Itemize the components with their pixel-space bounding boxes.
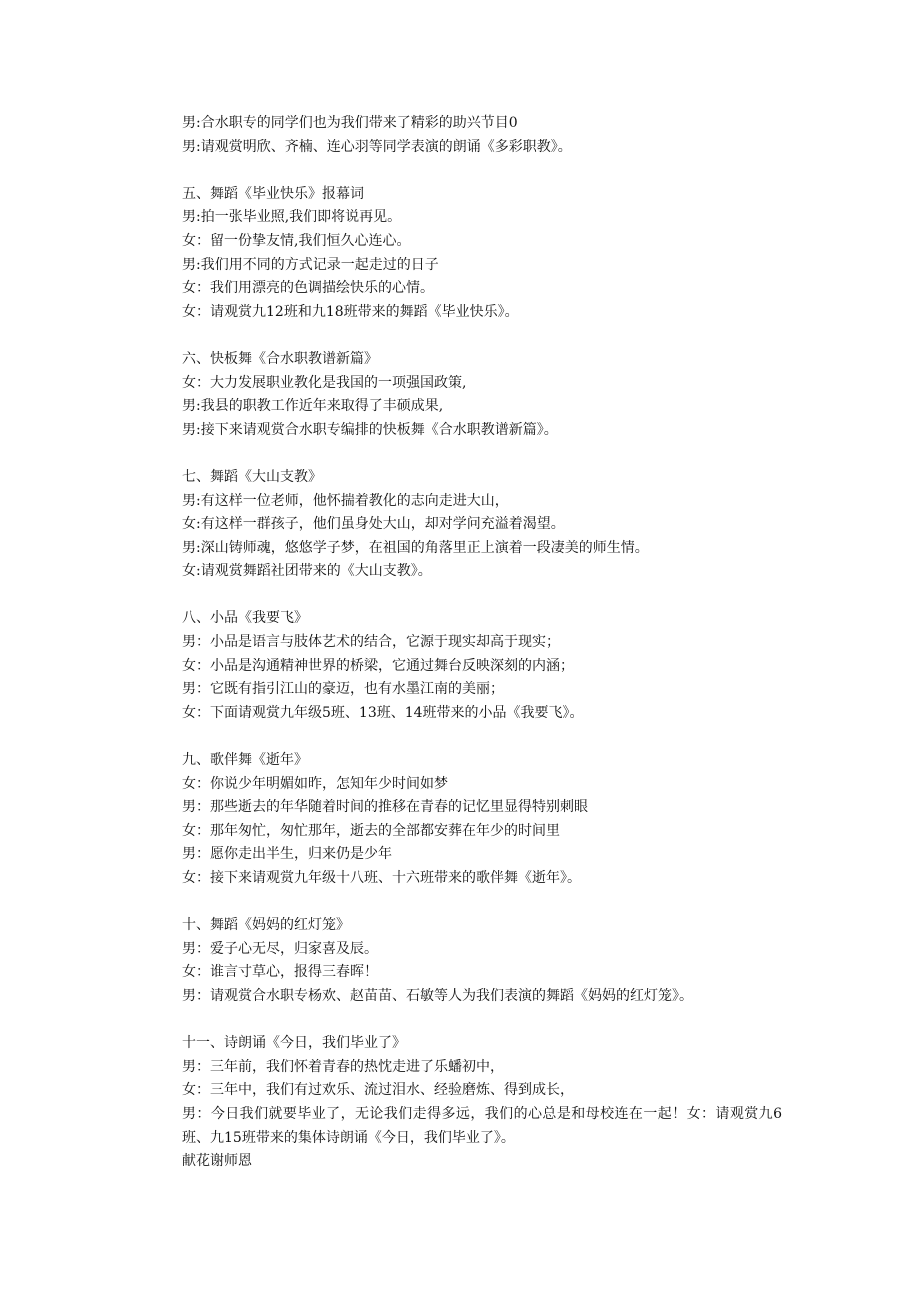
dialogue-line: 女：接下来请观赏九年级十八班、十六班带来的歌伴舞《逝年》。 xyxy=(182,870,581,886)
section-heading-9: 九、歌伴舞《逝年》 xyxy=(182,752,308,769)
dialogue-line: 女：大力发展职业教化是我国的一项强国政策, xyxy=(182,374,467,391)
section-heading-5: 五、舞蹈《毕业快乐》报幕词 xyxy=(182,185,364,202)
section-heading-8: 八、小品《我要飞》 xyxy=(182,610,308,627)
dialogue-line: 男：爱子心无尽，归家喜及辰。 xyxy=(182,940,378,957)
dialogue-line: 女：我们用漂亮的色调描绘快乐的心情。 xyxy=(182,280,434,297)
dialogue-line-wrapped: 男：今日我们就要毕业了，无论我们走得多远，我们的心总是和母校连在一起！女：请观赏九6班、九15班带来的集体诗朗诵《今日，我们毕业了》。 xyxy=(182,1105,782,1146)
dialogue-line: 男:深山铸师魂，悠悠学子梦，在祖国的角落里正上演着一段凄美的师生情。 xyxy=(182,539,649,556)
document-page xyxy=(182,112,782,1174)
dialogue-line: 女:有这样一群孩子，他们虽身处大山，却对学问充溢着渴望。 xyxy=(182,516,565,533)
dialogue-line: 男:拍一张毕业照,我们即将说再见。 xyxy=(182,209,402,226)
dialogue-line: 男：小品是语言与肢体艺术的结合，它源于现实却高于现实； xyxy=(182,634,560,651)
dialogue-line: 男：三年前，我们怀着青春的热忱走进了乐蟠初中， xyxy=(182,1058,504,1075)
dialogue-line: 女：那年匆忙，匆忙那年，逝去的全部都安葬在年少的时间里 xyxy=(182,822,560,839)
section-heading-6: 六、快板舞《合水职教谱新篇》 xyxy=(182,350,378,367)
intro-line: 男:合水职专的同学们也为我们带来了精彩的助兴节目0 xyxy=(182,115,518,131)
dialogue-line: 女：下面请观赏九年级5班、13班、14班带来的小品《我要飞》。 xyxy=(182,704,584,721)
dialogue-line: 男:我县的职教工作近年来取得了丰硕成果, xyxy=(182,398,444,415)
closing-line: 献花谢师恩 xyxy=(182,1153,252,1170)
dialogue-line: 女:请观赏舞蹈社团带来的《大山支教》。 xyxy=(182,563,432,580)
dialogue-line: 男：它既有指引江山的豪迈，也有水墨江南的美丽； xyxy=(182,681,504,698)
dialogue-line: 女：三年中，我们有过欢乐、流过泪水、经验磨炼、得到成长， xyxy=(182,1082,574,1099)
dialogue-line: 男:接下来请观赏合水职专编排的快板舞《合水职教谱新篇》。 xyxy=(182,421,558,438)
dialogue-line: 男:我们用不同的方式记录一起走过的日子 xyxy=(182,256,439,273)
section-heading-11: 十一、诗朗诵《今日，我们毕业了》 xyxy=(182,1035,406,1052)
dialogue-line: 男:有这样一位老师，他怀揣着教化的志向走进大山， xyxy=(182,492,509,509)
dialogue-line: 女：小品是沟通精神世界的桥梁，它通过舞台反映深刻的内涵； xyxy=(182,657,574,674)
dialogue-line: 女：你说少年明媚如昨，怎知年少时间如梦 xyxy=(182,775,448,792)
intro-line: 男:请观赏明欣、齐楠、连心羽等同学表演的朗诵《多彩职教》。 xyxy=(182,138,572,155)
section-heading-10: 十、舞蹈《妈妈的红灯笼》 xyxy=(182,917,350,934)
section-heading-7: 七、舞蹈《大山支教》 xyxy=(182,468,322,485)
dialogue-line: 女：请观赏九12班和九18班带来的舞蹈《毕业快乐》。 xyxy=(182,303,519,320)
dialogue-line: 男：请观赏合水职专杨欢、赵苗苗、石敏等人为我们表演的舞蹈《妈妈的红灯笼》。 xyxy=(182,987,693,1004)
dialogue-line: 男：那些逝去的年华随着时间的推移在青春的记忆里显得特别刺眼 xyxy=(182,799,588,816)
dialogue-line: 女：留一份挚友情,我们恒久心连心。 xyxy=(182,232,411,249)
dialogue-line: 女：谁言寸草心，报得三春晖！ xyxy=(182,964,378,981)
dialogue-line: 男：愿你走出半生，归来仍是少年 xyxy=(182,846,392,863)
